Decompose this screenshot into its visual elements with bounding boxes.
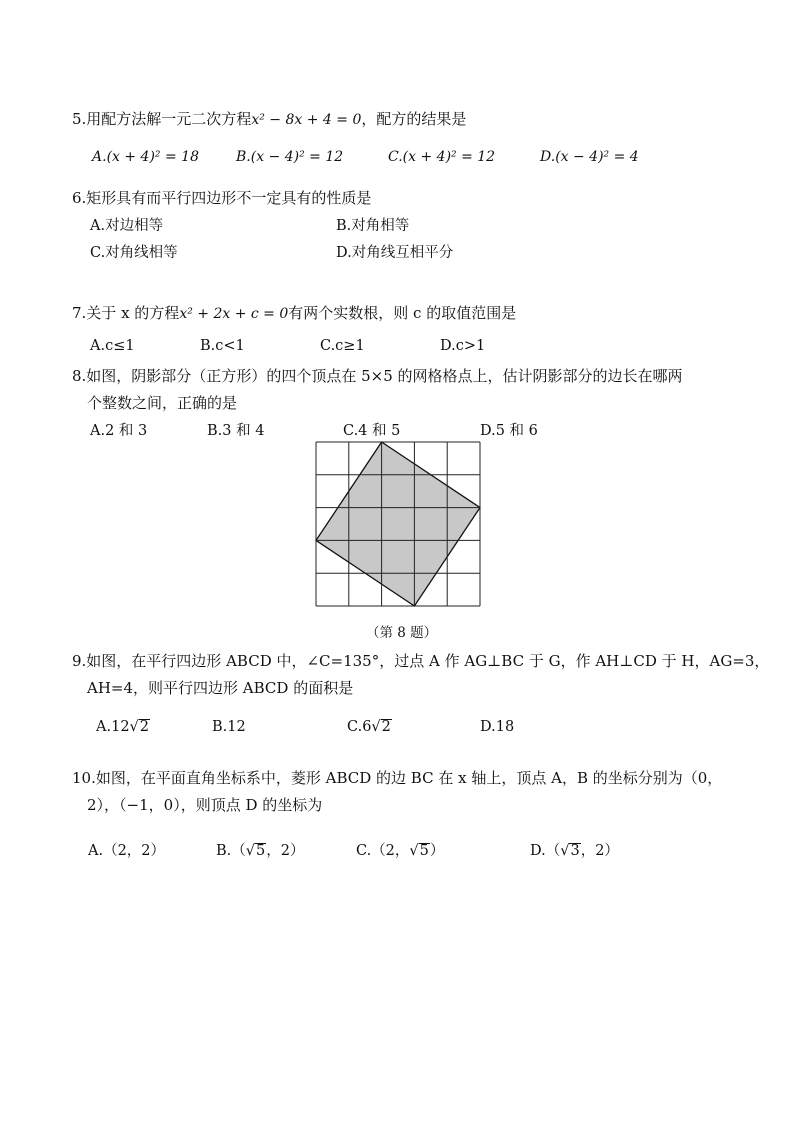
- q8-option-d: D.5 和 6: [480, 423, 538, 439]
- q5-option-d: D.(x − 4)² = 4: [540, 149, 639, 165]
- q7-option-a: A.c≤1: [90, 338, 135, 354]
- q7-option-d: D.c>1: [440, 338, 486, 354]
- q9-option-b: B.12: [212, 719, 246, 735]
- q7-option-b: B.c<1: [200, 338, 245, 354]
- question-7-stem: 7.关于 x 的方程x² + 2x + c = 0有两个实数根，则 c 的取值范围是: [72, 304, 517, 322]
- question-9-line-2: AH=4，则平行四边形 ABCD 的面积是: [87, 679, 354, 697]
- q7-option-c: C.c≥1: [320, 338, 365, 354]
- q9-option-d: D.18: [480, 719, 515, 735]
- q8-option-b: B.3 和 4: [207, 423, 265, 439]
- figure-8-caption: （第 8 题）: [366, 625, 438, 641]
- question-5-stem: 5.用配方法解一元二次方程x² − 8x + 4 = 0，配方的结果是: [72, 110, 467, 128]
- q6-option-a: A.对边相等: [90, 218, 164, 234]
- q9-option-a: A.12√2: [96, 719, 150, 735]
- q5-equation: x² − 8x + 4 = 0: [251, 112, 362, 128]
- q10-option-a: A.（2，2）: [88, 843, 166, 859]
- q6-option-c: C.对角线相等: [90, 245, 178, 261]
- q10-option-d: D.（√3，2）: [530, 843, 619, 859]
- q10-option-c: C.（2，√5）: [356, 843, 445, 859]
- q5-option-b: B.(x − 4)² = 12: [236, 149, 344, 165]
- q7-equation: x² + 2x + c = 0: [179, 306, 289, 322]
- question-9-line-1: 9.如图，在平行四边形 ABCD 中，∠C=135°，过点 A 作 AG⊥BC 于 G，作 AH⊥CD 于 H，AG=3，: [72, 652, 770, 670]
- question-6-stem: 6.矩形具有而平行四边形不一定具有的性质是: [72, 189, 372, 207]
- question-8-line-2: 个整数之间，正确的是: [87, 394, 238, 412]
- question-8-line-1: 8.如图，阴影部分（正方形）的四个顶点在 5×5 的网格格点上，估计阴影部分的边长在哪两: [72, 367, 683, 385]
- q8-option-a: A.2 和 3: [90, 423, 148, 439]
- q5-option-c: C.(x + 4)² = 12: [388, 149, 496, 165]
- q8-option-c: C.4 和 5: [343, 423, 401, 439]
- q6-option-d: D.对角线互相平分: [336, 245, 454, 261]
- shaded-square: [316, 442, 480, 606]
- q9-option-c: C.6√2: [347, 719, 391, 735]
- q10-option-b: B.（√5，2）: [216, 843, 305, 859]
- q6-option-b: B.对角相等: [336, 218, 410, 234]
- question-10-line-1: 10.如图，在平面直角坐标系中，菱形 ABCD 的边 BC 在 x 轴上，顶点 A，B 的坐标分别为（0，: [72, 769, 723, 787]
- question-10-line-2: 2），（−1，0），则顶点 D 的坐标为: [87, 796, 323, 814]
- q5-option-a: A.(x + 4)² = 18: [92, 149, 199, 165]
- grid-figure: [315, 441, 481, 607]
